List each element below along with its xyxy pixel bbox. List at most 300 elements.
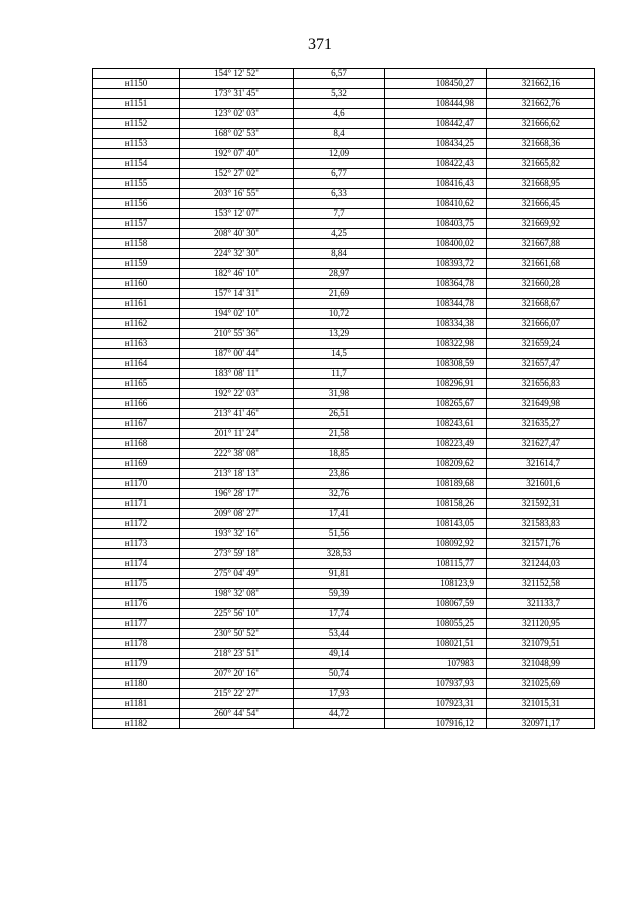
y-coord-cell <box>487 489 595 499</box>
y-coord-cell <box>487 549 595 559</box>
segment-row <box>93 169 595 179</box>
x-coord-cell <box>385 109 487 119</box>
point-row <box>93 419 595 429</box>
point-id-cell: н1167 <box>93 419 180 429</box>
length-cell: 17,74 <box>294 609 385 619</box>
point-row <box>93 279 595 289</box>
length-cell: 8,4 <box>294 129 385 139</box>
y-coord-cell <box>487 509 595 519</box>
point-id-cell: н1181 <box>93 699 180 709</box>
angle-cell <box>180 539 294 549</box>
x-coord-cell <box>385 609 487 619</box>
y-coord-cell: 321048,99 <box>487 659 595 669</box>
length-cell <box>294 439 385 449</box>
angle-cell: 213° 41' 46" <box>180 409 294 419</box>
length-cell <box>294 299 385 309</box>
length-cell: 91,81 <box>294 569 385 579</box>
angle-cell: 230° 50' 52" <box>180 629 294 639</box>
x-coord-cell: 108334,38 <box>385 319 487 329</box>
length-cell: 23,86 <box>294 469 385 479</box>
angle-cell: 215° 22' 27" <box>180 689 294 699</box>
y-coord-cell <box>487 409 595 419</box>
x-coord-cell: 108021,51 <box>385 639 487 649</box>
length-cell <box>294 699 385 709</box>
angle-cell: 210° 55' 36" <box>180 329 294 339</box>
point-id-cell <box>93 489 180 499</box>
point-id-cell <box>93 269 180 279</box>
length-cell: 11,7 <box>294 369 385 379</box>
length-cell: 32,76 <box>294 489 385 499</box>
length-cell <box>294 199 385 209</box>
length-cell: 50,74 <box>294 669 385 679</box>
point-id-cell: н1151 <box>93 99 180 109</box>
length-cell: 31,98 <box>294 389 385 399</box>
angle-cell <box>180 699 294 709</box>
point-id-cell: н1168 <box>93 439 180 449</box>
point-id-cell <box>93 189 180 199</box>
x-coord-cell: 108322,98 <box>385 339 487 349</box>
y-coord-cell <box>487 589 595 599</box>
point-id-cell: н1161 <box>93 299 180 309</box>
x-coord-cell: 108444,98 <box>385 99 487 109</box>
angle-cell: 218° 23' 51" <box>180 649 294 659</box>
x-coord-cell <box>385 689 487 699</box>
x-coord-cell <box>385 149 487 159</box>
length-cell: 17,93 <box>294 689 385 699</box>
y-coord-cell: 321152,58 <box>487 579 595 589</box>
point-id-cell <box>93 569 180 579</box>
point-id-cell <box>93 449 180 459</box>
point-id-cell: н1173 <box>93 539 180 549</box>
angle-cell <box>180 599 294 609</box>
length-cell <box>294 459 385 469</box>
length-cell <box>294 659 385 669</box>
y-coord-cell: 321133,7 <box>487 599 595 609</box>
point-id-cell: н1177 <box>93 619 180 629</box>
point-row <box>93 359 595 369</box>
y-coord-cell <box>487 109 595 119</box>
y-coord-cell: 321614,7 <box>487 459 595 469</box>
y-coord-cell <box>487 649 595 659</box>
segment-row <box>93 149 595 159</box>
angle-cell <box>180 159 294 169</box>
length-cell <box>294 159 385 169</box>
y-coord-cell: 321668,36 <box>487 139 595 149</box>
x-coord-cell: 107916,12 <box>385 719 487 729</box>
length-cell <box>294 499 385 509</box>
point-row <box>93 539 595 549</box>
length-cell <box>294 319 385 329</box>
segment-row <box>93 709 595 719</box>
y-coord-cell <box>487 209 595 219</box>
length-cell: 328,53 <box>294 549 385 559</box>
y-coord-cell <box>487 249 595 259</box>
angle-cell: 196° 28' 17" <box>180 489 294 499</box>
point-row <box>93 679 595 689</box>
x-coord-cell <box>385 369 487 379</box>
x-coord-cell: 108422,43 <box>385 159 487 169</box>
length-cell <box>294 619 385 629</box>
x-coord-cell <box>385 649 487 659</box>
length-cell <box>294 479 385 489</box>
point-id-cell: н1155 <box>93 179 180 189</box>
x-coord-cell <box>385 309 487 319</box>
y-coord-cell: 321665,82 <box>487 159 595 169</box>
angle-cell: 183° 08' 11" <box>180 369 294 379</box>
angle-cell <box>180 419 294 429</box>
angle-cell: 168° 02' 53" <box>180 129 294 139</box>
length-cell <box>294 719 385 729</box>
length-cell: 49,14 <box>294 649 385 659</box>
point-id-cell: н1156 <box>93 199 180 209</box>
length-cell: 8,84 <box>294 249 385 259</box>
y-coord-cell <box>487 389 595 399</box>
point-id-cell: н1160 <box>93 279 180 289</box>
y-coord-cell <box>487 629 595 639</box>
y-coord-cell <box>487 169 595 179</box>
y-coord-cell: 321668,95 <box>487 179 595 189</box>
angle-cell <box>180 399 294 409</box>
y-coord-cell: 321025,69 <box>487 679 595 689</box>
y-coord-cell: 321583,83 <box>487 519 595 529</box>
y-coord-cell: 321015,31 <box>487 699 595 709</box>
x-coord-cell: 108364,78 <box>385 279 487 289</box>
point-id-cell <box>93 209 180 219</box>
x-coord-cell: 107923,31 <box>385 699 487 709</box>
y-coord-cell: 321657,47 <box>487 359 595 369</box>
point-row <box>93 499 595 509</box>
point-id-cell <box>93 69 180 79</box>
point-id-cell <box>93 389 180 399</box>
x-coord-cell <box>385 269 487 279</box>
segment-row <box>93 329 595 339</box>
point-row <box>93 479 595 489</box>
y-coord-cell: 321120,95 <box>487 619 595 629</box>
segment-row <box>93 629 595 639</box>
x-coord-cell <box>385 209 487 219</box>
y-coord-cell <box>487 189 595 199</box>
point-id-cell <box>93 629 180 639</box>
point-id-cell: н1178 <box>93 639 180 649</box>
angle-cell: 207° 20' 16" <box>180 669 294 679</box>
length-cell: 18,85 <box>294 449 385 459</box>
point-id-cell: н1165 <box>93 379 180 389</box>
point-id-cell <box>93 609 180 619</box>
point-row <box>93 379 595 389</box>
point-id-cell: н1179 <box>93 659 180 669</box>
point-id-cell: н1175 <box>93 579 180 589</box>
y-coord-cell <box>487 709 595 719</box>
segment-row <box>93 649 595 659</box>
length-cell <box>294 379 385 389</box>
angle-cell: 154° 12' 52" <box>180 69 294 79</box>
point-id-cell: н1164 <box>93 359 180 369</box>
point-id-cell <box>93 429 180 439</box>
x-coord-cell <box>385 189 487 199</box>
point-id-cell: н1170 <box>93 479 180 489</box>
y-coord-cell <box>487 669 595 679</box>
angle-cell: 275° 04' 49" <box>180 569 294 579</box>
length-cell: 21,69 <box>294 289 385 299</box>
x-coord-cell: 108403,75 <box>385 219 487 229</box>
angle-cell: 225° 56' 10" <box>180 609 294 619</box>
point-id-cell: н1157 <box>93 219 180 229</box>
segment-row <box>93 389 595 399</box>
x-coord-cell: 108189,68 <box>385 479 487 489</box>
length-cell: 53,44 <box>294 629 385 639</box>
point-id-cell <box>93 129 180 139</box>
x-coord-cell <box>385 709 487 719</box>
x-coord-cell: 108400,02 <box>385 239 487 249</box>
y-coord-cell: 321571,76 <box>487 539 595 549</box>
x-coord-cell: 108243,61 <box>385 419 487 429</box>
point-id-cell: н1166 <box>93 399 180 409</box>
length-cell <box>294 139 385 149</box>
y-coord-cell: 321669,92 <box>487 219 595 229</box>
angle-cell: 152° 27' 02" <box>180 169 294 179</box>
point-id-cell <box>93 669 180 679</box>
segment-row <box>93 449 595 459</box>
x-coord-cell <box>385 229 487 239</box>
length-cell: 26,51 <box>294 409 385 419</box>
angle-cell: 187° 00' 44" <box>180 349 294 359</box>
y-coord-cell: 321635,27 <box>487 419 595 429</box>
x-coord-cell: 108416,43 <box>385 179 487 189</box>
x-coord-cell: 108442,47 <box>385 119 487 129</box>
segment-row <box>93 469 595 479</box>
y-coord-cell: 321667,88 <box>487 239 595 249</box>
y-coord-cell <box>487 569 595 579</box>
point-row <box>93 459 595 469</box>
segment-row <box>93 249 595 259</box>
x-coord-cell: 108410,62 <box>385 199 487 209</box>
angle-cell: 203° 16' 55" <box>180 189 294 199</box>
segment-row <box>93 89 595 99</box>
x-coord-cell <box>385 489 487 499</box>
point-id-cell: н1152 <box>93 119 180 129</box>
x-coord-cell: 108344,78 <box>385 299 487 309</box>
angle-cell <box>180 579 294 589</box>
angle-cell: 198° 32' 08" <box>180 589 294 599</box>
x-coord-cell: 107937,93 <box>385 679 487 689</box>
segment-row <box>93 569 595 579</box>
point-row <box>93 719 595 729</box>
point-row <box>93 219 595 229</box>
x-coord-cell <box>385 569 487 579</box>
point-id-cell <box>93 169 180 179</box>
length-cell <box>294 219 385 229</box>
x-coord-cell: 108115,77 <box>385 559 487 569</box>
point-row <box>93 119 595 129</box>
x-coord-cell <box>385 629 487 639</box>
y-coord-cell <box>487 609 595 619</box>
angle-cell: 222° 38' 08" <box>180 449 294 459</box>
y-coord-cell <box>487 69 595 79</box>
x-coord-cell: 108308,59 <box>385 359 487 369</box>
y-coord-cell <box>487 129 595 139</box>
length-cell: 7,7 <box>294 209 385 219</box>
x-coord-cell <box>385 509 487 519</box>
y-coord-cell: 320971,17 <box>487 719 595 729</box>
point-row <box>93 319 595 329</box>
point-id-cell <box>93 109 180 119</box>
y-coord-cell <box>487 289 595 299</box>
y-coord-cell: 321627,47 <box>487 439 595 449</box>
x-coord-cell <box>385 289 487 299</box>
x-coord-cell <box>385 409 487 419</box>
y-coord-cell <box>487 469 595 479</box>
point-row <box>93 339 595 349</box>
angle-cell: 201° 11' 24" <box>180 429 294 439</box>
x-coord-cell: 108067,59 <box>385 599 487 609</box>
y-coord-cell: 321649,98 <box>487 399 595 409</box>
x-coord-cell <box>385 549 487 559</box>
point-row <box>93 439 595 449</box>
page-number: 371 <box>308 36 332 53</box>
y-coord-cell: 321244,03 <box>487 559 595 569</box>
point-row <box>93 179 595 189</box>
point-id-cell <box>93 89 180 99</box>
length-cell: 14,5 <box>294 349 385 359</box>
point-row <box>93 159 595 169</box>
length-cell: 6,33 <box>294 189 385 199</box>
point-id-cell: н1150 <box>93 79 180 89</box>
segment-row <box>93 609 595 619</box>
x-coord-cell: 108209,62 <box>385 459 487 469</box>
point-row <box>93 99 595 109</box>
length-cell <box>294 359 385 369</box>
y-coord-cell: 321656,83 <box>487 379 595 389</box>
y-coord-cell <box>487 369 595 379</box>
segment-row <box>93 689 595 699</box>
point-id-cell <box>93 649 180 659</box>
point-row <box>93 699 595 709</box>
segment-row <box>93 409 595 419</box>
length-cell: 6,77 <box>294 169 385 179</box>
angle-cell: 153° 12' 07" <box>180 209 294 219</box>
length-cell: 13,29 <box>294 329 385 339</box>
point-row <box>93 199 595 209</box>
x-coord-cell <box>385 469 487 479</box>
length-cell <box>294 119 385 129</box>
segment-row <box>93 309 595 319</box>
point-id-cell: н1158 <box>93 239 180 249</box>
length-cell: 59,39 <box>294 589 385 599</box>
segment-row <box>93 69 595 79</box>
segment-row <box>93 529 595 539</box>
point-id-cell <box>93 409 180 419</box>
y-coord-cell: 321601,6 <box>487 479 595 489</box>
point-id-cell: н1153 <box>93 139 180 149</box>
y-coord-cell <box>487 229 595 239</box>
angle-cell <box>180 319 294 329</box>
y-coord-cell <box>487 689 595 699</box>
length-cell <box>294 579 385 589</box>
length-cell <box>294 179 385 189</box>
angle-cell: 194° 02' 10" <box>180 309 294 319</box>
x-coord-cell <box>385 589 487 599</box>
angle-cell <box>180 679 294 689</box>
x-coord-cell <box>385 249 487 259</box>
angle-cell <box>180 659 294 669</box>
point-id-cell <box>93 249 180 259</box>
angle-cell: 123° 02' 03" <box>180 109 294 119</box>
angle-cell: 208° 40' 30" <box>180 229 294 239</box>
point-id-cell <box>93 509 180 519</box>
length-cell <box>294 99 385 109</box>
y-coord-cell: 321668,67 <box>487 299 595 309</box>
x-coord-cell <box>385 169 487 179</box>
segment-row <box>93 189 595 199</box>
angle-cell <box>180 619 294 629</box>
point-row <box>93 299 595 309</box>
length-cell: 5,32 <box>294 89 385 99</box>
angle-cell <box>180 379 294 389</box>
angle-cell <box>180 299 294 309</box>
x-coord-cell: 108434,25 <box>385 139 487 149</box>
x-coord-cell: 108265,67 <box>385 399 487 409</box>
angle-cell <box>180 99 294 109</box>
segment-row <box>93 269 595 279</box>
y-coord-cell <box>487 329 595 339</box>
point-row <box>93 559 595 569</box>
segment-row <box>93 489 595 499</box>
angle-cell <box>180 359 294 369</box>
point-id-cell <box>93 529 180 539</box>
length-cell <box>294 539 385 549</box>
point-id-cell <box>93 709 180 719</box>
segment-row <box>93 549 595 559</box>
x-coord-cell <box>385 529 487 539</box>
x-coord-cell: 108123,9 <box>385 579 487 589</box>
segment-row <box>93 109 595 119</box>
segment-row <box>93 289 595 299</box>
angle-cell: 157° 14' 31" <box>180 289 294 299</box>
angle-cell <box>180 279 294 289</box>
angle-cell: 192° 22' 03" <box>180 389 294 399</box>
y-coord-cell: 321079,51 <box>487 639 595 649</box>
length-cell <box>294 339 385 349</box>
y-coord-cell: 321662,16 <box>487 79 595 89</box>
point-row <box>93 579 595 589</box>
length-cell: 51,56 <box>294 529 385 539</box>
point-row <box>93 259 595 269</box>
x-coord-cell <box>385 129 487 139</box>
angle-cell <box>180 459 294 469</box>
x-coord-cell: 108092,92 <box>385 539 487 549</box>
x-coord-cell <box>385 449 487 459</box>
length-cell <box>294 279 385 289</box>
angle-cell <box>180 559 294 569</box>
segment-row <box>93 589 595 599</box>
length-cell <box>294 639 385 649</box>
point-row <box>93 139 595 149</box>
y-coord-cell <box>487 269 595 279</box>
point-id-cell <box>93 229 180 239</box>
angle-cell: 193° 32' 16" <box>180 529 294 539</box>
x-coord-cell: 108393,72 <box>385 259 487 269</box>
y-coord-cell <box>487 309 595 319</box>
y-coord-cell <box>487 529 595 539</box>
angle-cell <box>180 439 294 449</box>
point-id-cell: н1176 <box>93 599 180 609</box>
boundary-coordinates-table <box>92 68 595 729</box>
point-id-cell: н1162 <box>93 319 180 329</box>
point-id-cell <box>93 549 180 559</box>
point-id-cell: н1180 <box>93 679 180 689</box>
angle-cell <box>180 519 294 529</box>
length-cell: 10,72 <box>294 309 385 319</box>
